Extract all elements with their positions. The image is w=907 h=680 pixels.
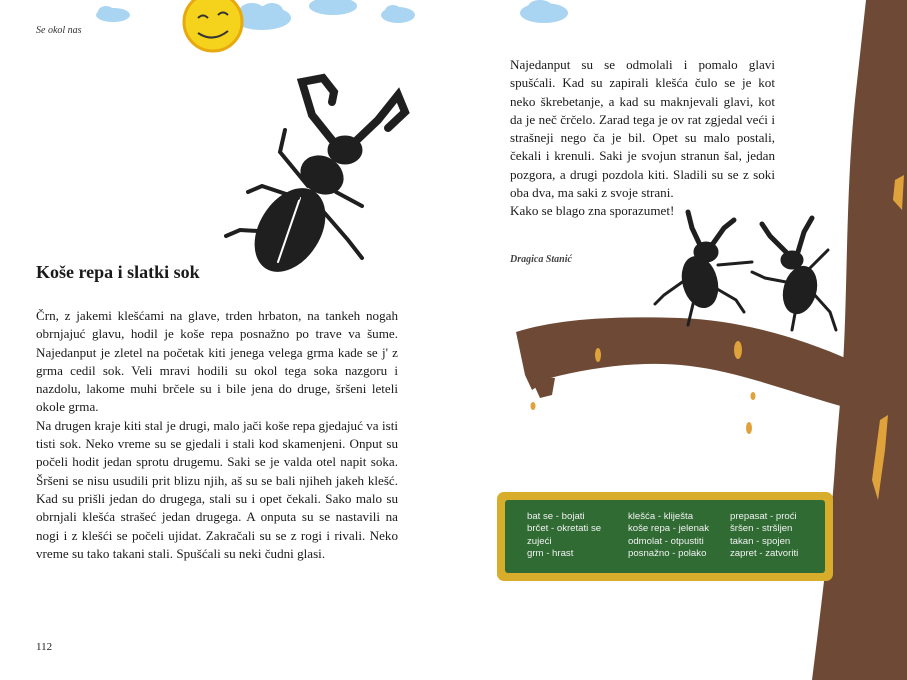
glossary-entry: zapret - zatvoriti	[730, 548, 799, 560]
stag-beetle-icon	[655, 212, 752, 325]
cloud-icon	[309, 0, 357, 15]
paragraph: Kako se blago zna sporazumet!	[510, 203, 675, 219]
story-title: Koše repa i slatki sok	[36, 262, 200, 282]
sun-icon	[184, 0, 242, 51]
cloud-icon	[520, 0, 568, 23]
cloud-icon	[381, 5, 415, 23]
glossary-entry: grm - hrast	[527, 548, 574, 560]
glossary-entry: prepasat - proći	[730, 511, 797, 522]
glossary-column	[527, 511, 615, 561]
stag-beetle-icon	[752, 218, 836, 330]
cloud-icon	[96, 6, 130, 22]
glossary-entry: odmolat - otpustiti	[628, 535, 704, 547]
glossary-entry: klešća - kliješta	[628, 511, 694, 522]
glossary-column	[628, 511, 709, 561]
paragraph: Najedanput su se odmolali i pomalo glavi spušćali. Kad su zapirali klešća čulo se je kot neko škrebetanje, a kad su maknjevali glavi, kot da je neč črčelo. Zarad tega je ov rat zgjedal veći i strašneji nego ča je bil. Opet su malo postali, čekali i krenuli. Saki je svojun stranun šal, jedan pozgora, a drugi pozdola kiti. Sladili su se z soki oba dva, ma saki z svoje strani.	[510, 57, 775, 201]
left-column-text	[36, 307, 398, 563]
page-number: 112	[36, 641, 53, 653]
glossary-entry: koše repa - jelenak	[628, 523, 710, 535]
glossary-entry: šršen - stršljen	[730, 523, 793, 535]
right-column-text	[510, 56, 775, 221]
glossary-entry: posnažno - polako	[628, 548, 707, 560]
glossary-entry: bat se - bojati	[527, 511, 585, 522]
glossary-entry: brčet - okretati se zujeći	[527, 523, 602, 547]
stag-beetle-icon	[226, 78, 405, 284]
running-head: Se okol nas	[36, 25, 82, 36]
paragraph: Na drugen kraje kiti stal je drugi, malo jači koše repa gjedajuć va isti tisti sok. Neko vreme su se gjedali i stali kod skamenjeni. Onput su počeli hodit jedan sprotu drugemu. Saki se je valda otel napit soka. Šršeni se nisu usudili prit blizu njih, aš su se bali njiheh jakeh klešć. Kad su prišli jedan do drugega, stali su i opet čekali. Sako malo su obrnjali klešća strašeć jedan drugega. A onputa su se nastavili na nogi i z klešći se počeli ujidat. Zakračali su se z rogi i rivali. Neko vreme su tako takani stali. Spušćali su neki čudni glasi.	[36, 417, 398, 561]
author-name: Dragica Stanić	[510, 254, 572, 265]
glossary-board	[497, 492, 833, 581]
glossary-entry: takan - spojen	[730, 535, 791, 547]
glossary-column	[730, 511, 798, 561]
paragraph: Črn, z jakemi klešćami na glave, trden hrbaton, na tankeh nogah obrnjajuć glavu, hodil je koše repa posnažno po trave va šume. Najedanput je zletel na početak kiti jenega velega grma kade se j' z grma cedil sok. Veli mravi hodili su okol tega soka nazgoru i nazdolu, lakome muhi brčele su i bile jena do druge, šršeni leteli okole grma.	[36, 308, 398, 415]
glossary-chalkboard	[505, 500, 825, 573]
